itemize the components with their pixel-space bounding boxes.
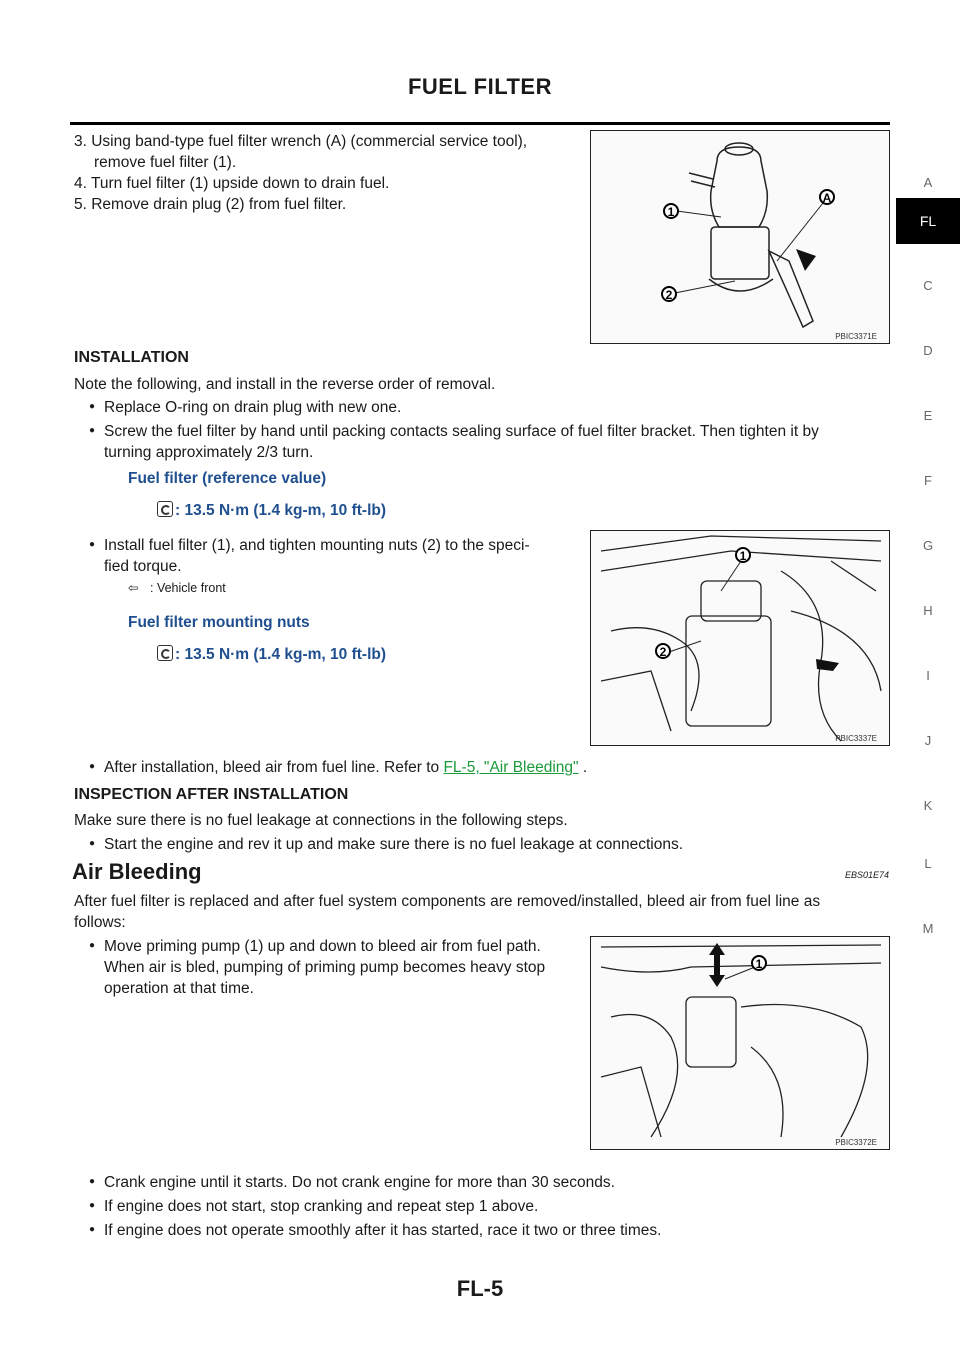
tab-c[interactable]: C (923, 278, 933, 293)
spec1-value: : 13.5 N·m (1.4 kg-m, 10 ft-lb) (175, 502, 387, 519)
installation-bullet-3a: ● Install fuel filter (1), and tighten mounting nuts (2) to the speci- (104, 535, 530, 556)
inspection-intro: Make sure there is no fuel leakage at connections in the following steps. (74, 812, 568, 829)
air-bleeding-bullet-4: ● If engine does not operate smoothly after it has started, race it two or three times. (104, 1220, 661, 1241)
air-bleeding-intro-1: After fuel filter is replaced and after fuel system components are removed/installed, bleed air from fuel line as (74, 893, 821, 910)
callout-1: 1 (667, 205, 675, 219)
installation-bullet-4 (89, 757, 588, 778)
torque-icon (157, 645, 173, 661)
callout-2: 2 (659, 645, 667, 659)
callout-2: 2 (665, 288, 673, 302)
header-rule (70, 122, 890, 125)
figure-code: PBIC3337E (835, 734, 877, 743)
figure-code: PBIC3372E (835, 1138, 877, 1147)
tab-k[interactable]: K (923, 798, 933, 813)
installation-intro: Note the following, and install in the reverse order of removal. (74, 376, 496, 393)
engine-bay-drawing (591, 531, 889, 745)
installation-bullet-3b: fied torque. (104, 558, 182, 575)
inspection-bullet-1: ● Start the engine and rev it up and make sure there is no fuel leakage at connections. (104, 834, 683, 855)
tab-e[interactable]: E (923, 408, 933, 423)
page-title: FUEL FILTER (407, 74, 552, 99)
page-number: FL-5 (456, 1276, 504, 1301)
fuel-filter-removal-figure (590, 130, 890, 344)
arrow-note-row (128, 580, 226, 595)
step-4: 4. Turn fuel filter (1) upside down to drain fuel. (74, 175, 390, 192)
air-bleeding-bullet-1b: When air is bled, pumping of priming pump becomes heavy stop (104, 959, 546, 976)
step-5: 5. Remove drain plug (2) from fuel filter. (74, 196, 347, 213)
bullet-dot: ● (89, 761, 96, 772)
air-bleeding-intro-2: follows: (74, 914, 126, 931)
figure-code: PBIC3371E (835, 332, 877, 341)
priming-pump-figure (590, 936, 890, 1150)
spec2-label: Fuel filter mounting nuts (128, 614, 310, 631)
installation-heading: INSTALLATION (74, 349, 189, 366)
callout-a: A (822, 191, 832, 205)
tab-i[interactable]: I (926, 668, 930, 683)
air-bleeding-bullet-1c: operation at that time. (104, 980, 254, 997)
tab-l[interactable]: L (924, 856, 932, 871)
spec1-label: Fuel filter (reference value) (128, 470, 327, 487)
inspection-heading: INSPECTION AFTER INSTALLATION (74, 786, 349, 803)
tab-d[interactable]: D (923, 343, 933, 358)
installation-bullet-2a: ● Screw the fuel filter by hand until packing contacts sealing surface of fuel filter bracket. Then tighten it by (104, 421, 819, 442)
tab-fl[interactable]: FL (896, 198, 960, 244)
tab-h[interactable]: H (923, 603, 933, 618)
spec2-value: : 13.5 N·m (1.4 kg-m, 10 ft-lb) (175, 646, 387, 663)
air-bleeding-heading: Air Bleeding (72, 859, 202, 884)
step-3-line2: remove fuel filter (1). (94, 154, 237, 171)
fuel-filter-mounting-figure (590, 530, 890, 746)
step-3-line1: 3. Using band-type fuel filter wrench (A) (commercial service tool), (74, 133, 528, 150)
bleed-text-end: . (578, 759, 588, 776)
air-bleeding-bullet-1a: ● Move priming pump (1) up and down to bleed air from fuel path. (104, 936, 541, 957)
tab-m[interactable]: M (922, 921, 934, 936)
installation-bullet-1: ● Replace O-ring on drain plug with new one. (104, 397, 401, 418)
tab-f[interactable]: F (924, 473, 932, 488)
spec2-row (157, 645, 386, 664)
bleed-text: After installation, bleed air from fuel line. Refer to (104, 759, 444, 776)
torque-icon (157, 501, 173, 517)
installation-bullet-2b: turning approximately 2/3 turn. (104, 444, 314, 461)
vehicle-front-arrow-icon: ⇦ (128, 581, 139, 595)
spec1-row (157, 501, 386, 520)
callout-1: 1 (739, 549, 747, 563)
fuel-filter-drawing (591, 131, 889, 343)
priming-pump-drawing (591, 937, 889, 1149)
callout-1: 1 (755, 957, 763, 971)
air-bleeding-bullet-3: ● If engine does not start, stop cranking and repeat step 1 above. (104, 1196, 538, 1217)
arrow-note: : Vehicle front (150, 581, 226, 595)
tab-j[interactable]: J (924, 733, 932, 748)
tab-a[interactable]: A (923, 175, 933, 190)
air-bleeding-bullet-2: ● Crank engine until it starts. Do not crank engine for more than 30 seconds. (104, 1172, 615, 1193)
tab-g[interactable]: G (922, 538, 934, 553)
air-bleeding-link[interactable]: FL-5, "Air Bleeding" (443, 759, 579, 776)
section-code: EBS01E74 (844, 870, 889, 880)
